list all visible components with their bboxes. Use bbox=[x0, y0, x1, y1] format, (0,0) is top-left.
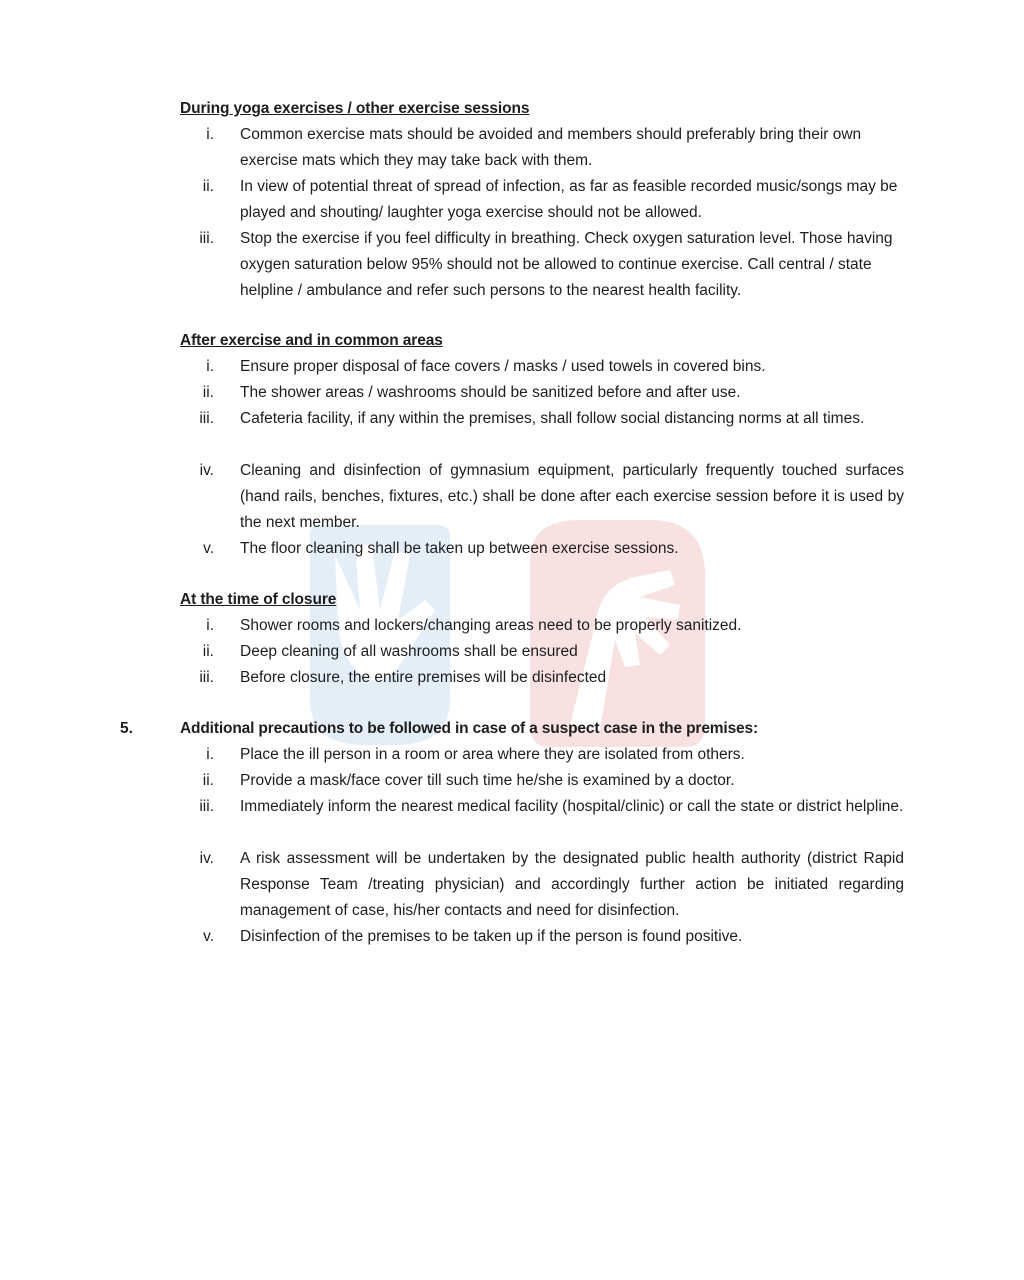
item-number: v. bbox=[203, 928, 214, 945]
list-item bbox=[180, 122, 904, 174]
section-title: Additional precautions to be followed in case of a suspect case in the premises: bbox=[180, 720, 758, 737]
item-number: ii. bbox=[202, 178, 214, 195]
section-heading-after-exercise: After exercise and in common areas bbox=[180, 332, 443, 349]
item-number: iv. bbox=[199, 850, 214, 867]
list-item bbox=[180, 406, 904, 458]
item-number: iii. bbox=[199, 410, 214, 427]
item-text: The shower areas / washrooms should be sanitized before and after use. bbox=[240, 384, 741, 401]
item-text: Place the ill person in a room or area where they are isolated from others. bbox=[240, 746, 745, 763]
section-heading-yoga: During yoga exercises / other exercise sessions bbox=[180, 100, 530, 117]
item-number: iii. bbox=[199, 669, 214, 686]
item-text: Disinfection of the premises to be taken up if the person is found positive. bbox=[240, 928, 743, 945]
list-item bbox=[180, 924, 904, 950]
item-text: Provide a mask/face cover till such time he/she is examined by a doctor. bbox=[240, 772, 735, 789]
list-item bbox=[180, 354, 904, 380]
section-number: 5. bbox=[120, 720, 133, 737]
item-text: The floor cleaning shall be taken up between exercise sessions. bbox=[240, 540, 679, 557]
item-number: iv. bbox=[199, 462, 214, 479]
list-item bbox=[180, 846, 904, 924]
list-item bbox=[180, 613, 904, 639]
item-text: Shower rooms and lockers/changing areas need to be properly sanitized. bbox=[240, 617, 742, 634]
item-number: v. bbox=[203, 540, 214, 557]
item-text: Ensure proper disposal of face covers / masks / used towels in covered bins. bbox=[240, 358, 766, 375]
list-item bbox=[180, 665, 904, 691]
list-item bbox=[180, 174, 904, 226]
item-number: i. bbox=[206, 358, 214, 375]
list-item bbox=[180, 458, 904, 536]
item-text: Cleaning and disinfection of gymnasium equipment, particularly frequently touched surfaces (hand rails, benches, fixtures, etc.) shall be done after each exercise session before it is used by the next member. bbox=[240, 462, 904, 531]
item-text: Common exercise mats should be avoided and members should preferably bring their own exercise mats which they may take back with them. bbox=[240, 126, 862, 169]
item-number: i. bbox=[206, 617, 214, 634]
section-heading-closure: At the time of closure bbox=[180, 591, 337, 608]
list-item bbox=[180, 639, 904, 665]
item-text: Immediately inform the nearest medical facility (hospital/clinic) or call the state or district helpline. bbox=[240, 798, 904, 815]
list-item bbox=[180, 742, 904, 768]
item-text: In view of potential threat of spread of infection, as far as feasible recorded music/songs may be played and shouting/ laughter yoga exercise should not be allowed. bbox=[240, 178, 898, 221]
list-item bbox=[180, 794, 904, 846]
item-number: i. bbox=[206, 126, 214, 143]
item-text: Before closure, the entire premises will be disinfected bbox=[240, 669, 607, 686]
list-item bbox=[180, 380, 904, 406]
item-number: ii. bbox=[202, 384, 214, 401]
item-text: Cafeteria facility, if any within the premises, shall follow social distancing norms at all times. bbox=[240, 410, 865, 427]
list-item bbox=[180, 226, 904, 304]
item-text: Stop the exercise if you feel difficulty in breathing. Check oxygen saturation level. Those having oxygen saturation below 95% should not be allowed to continue exercise. Call central / state helpline / ambulance and refer such persons to the nearest health facility. bbox=[240, 230, 893, 299]
item-number: iii. bbox=[199, 798, 214, 815]
list-item bbox=[180, 768, 904, 794]
list-item bbox=[180, 536, 904, 562]
item-number: ii. bbox=[202, 643, 214, 660]
item-number: iii. bbox=[199, 230, 214, 247]
item-text: A risk assessment will be undertaken by the designated public health authority (district Rapid Response Team /treating physician) and accordingly further action be initiated regarding management of case, his/her contacts and need for disinfection. bbox=[240, 850, 904, 919]
item-number: ii. bbox=[202, 772, 214, 789]
item-text: Deep cleaning of all washrooms shall be ensured bbox=[240, 643, 578, 660]
item-number: i. bbox=[206, 746, 214, 763]
